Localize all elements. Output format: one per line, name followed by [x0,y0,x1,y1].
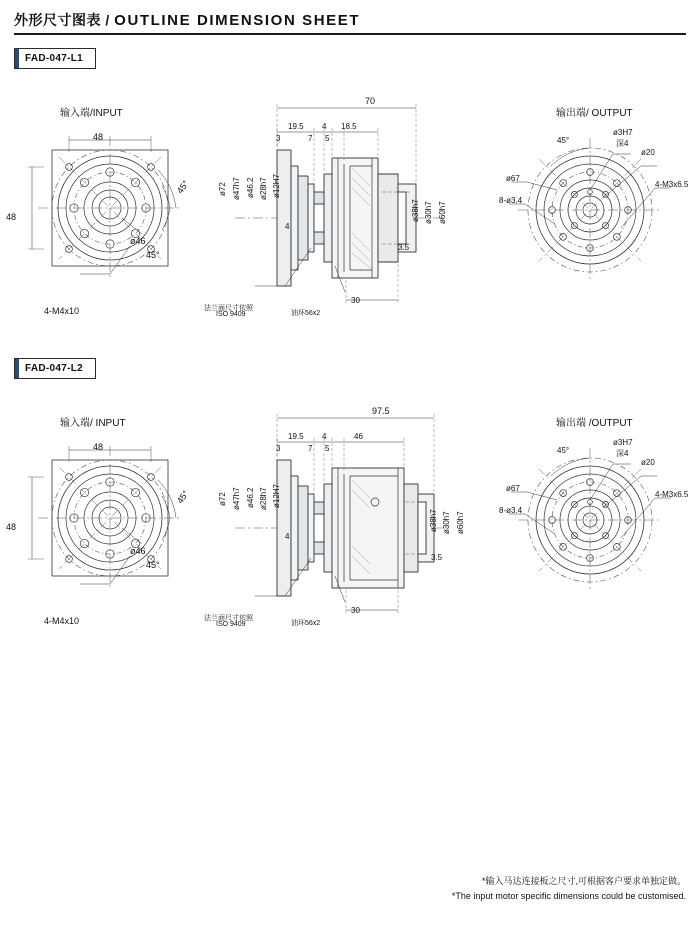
title-divider [14,33,686,35]
output-dim-d6-l1: 8-ø3.4 [499,196,523,205]
side-note-seal-l1: 油环56x2 [291,310,321,317]
side-note-iso-l2: ISO 9409 [216,621,246,628]
output-dim-d4-l1: 4-M3x6.5 [655,180,689,189]
side-dim-bottom-l2: 30 [351,606,360,615]
side-dim-v2-l2: ø47h7 [232,487,241,510]
output-dim-d6-l2: 8-ø3.4 [499,506,523,515]
output-dim-d5-l1: ø67 [506,174,520,183]
side-dim-v2-l1: ø47h7 [232,177,241,200]
output-dim-angle-l2: 45° [557,446,570,455]
output-dim-d1-l2: ø3H7 [613,438,633,447]
input-dim-pcd-l1: 48 [93,132,104,142]
output-drawing-l2 [495,430,685,620]
output-dim-d4-l2: 4-M3x6.5 [655,490,689,499]
side-dim-v1-l1: ø72 [218,182,227,196]
side-dim-v8-l2: ø30h7 [442,511,451,534]
side-dim-v4-l1: ø28h7 [259,177,268,200]
side-dim-v9-l1: ø60h7 [438,201,447,224]
output-dim-d3-l2: ø20 [641,458,655,467]
side-dim-overall-l2: 97.5 [372,406,390,416]
input-dim-bore-l2: ø46 [130,546,146,556]
side-dim-v7-l2: ø38h7 [429,509,438,532]
output-drawing-l1 [495,120,685,310]
side-dim-v5-l1: ø12H7 [272,173,281,198]
side-dim-d4-l2: 4 [322,432,327,441]
side-dim-v6-l1: 4 [285,222,290,231]
page-title [14,10,360,30]
input-dim-left-l1: 48 [6,212,17,222]
side-dim-v8-l1: ø30h7 [424,201,433,224]
input-dim-bolt-l2: 4-M4x10 [44,616,80,626]
output-dim-d2-l2: 深4 [616,449,629,458]
output-dim-angle-l1: 45° [557,136,570,145]
input-dim-angle-b-l1: 45° [146,250,160,260]
side-dim-d6-l1: 18.5 [341,122,357,131]
input-dim-angle-b-l2: 45° [146,560,160,570]
side-dim-overall-l1: 70 [365,96,376,106]
side-dim-d3-l1: 7 [308,134,313,143]
side-dim-d2-l2: 3 [276,444,281,453]
model-tag-l1: FAD-047-L1 [14,48,96,69]
input-dim-left-l2: 48 [6,522,17,532]
footnotes [452,874,686,903]
input-label-l1: 输入端/INPUT [60,108,123,119]
page-title-en: OUTLINE DIMENSION SHEET [114,12,361,29]
side-dim-v4-l2: ø28h7 [259,487,268,510]
side-dim-d4-l1: 4 [322,122,327,131]
side-dim-d6-l2: 46 [354,432,363,441]
side-dim-d5-l1: 5 [325,134,330,143]
input-dim-angle-a-l1: 45° [174,178,191,196]
side-dim-v10-l2: 3.5 [431,553,443,562]
side-dim-d1-l2: 19.5 [288,432,304,441]
side-note-cn-l2: 法兰面尺寸依照 [204,615,253,622]
side-dim-d1-l1: 19.5 [288,122,304,131]
input-label-l2: 输入端/ INPUT [60,418,126,429]
output-dim-d5-l2: ø67 [506,484,520,493]
input-dim-angle-a-l2: 45° [174,488,191,506]
side-dim-v7-l1: ø38h7 [411,199,420,222]
side-dim-v6-l2: 4 [285,532,290,541]
side-dim-d2-l1: 3 [276,134,281,143]
input-drawing-l2 [10,428,210,628]
side-note-iso-l1: ISO 9409 [216,311,246,318]
side-dim-v1-l2: ø72 [218,492,227,506]
page-title-cn: 外形尺寸图表 / [14,12,115,28]
input-dim-bolt-l1: 4-M4x10 [44,306,80,316]
side-dim-d5-l2: 5 [325,444,330,453]
side-dim-v9-l2: ø60h7 [456,511,465,534]
output-dim-d2-l1: 深4 [616,139,629,148]
output-label-l2: 输出端 /OUTPUT [556,418,633,429]
output-dim-d3-l1: ø20 [641,148,655,157]
output-dim-d1-l1: ø3H7 [613,128,633,137]
side-dim-bottom-l1: 30 [351,296,360,305]
footnote-cn: *输入马达连接板之尺寸,可根据客户要求单独定做。 [481,876,686,887]
side-dim-v5-l2: ø12H7 [272,483,281,508]
input-drawing-l1 [10,118,210,318]
side-dim-v10-l1: 3.5 [398,243,410,252]
side-dim-v3-l2: ø46.2 [246,487,255,508]
input-dim-pcd-l2: 48 [93,442,104,452]
side-dim-v3-l1: ø46.2 [246,177,255,198]
output-label-l1: 输出端/ OUTPUT [556,108,633,119]
model-tag-l2: FAD-047-L2 [14,358,96,379]
footnote-en: *The input motor specific dimensions could be customised. [451,890,686,901]
side-dim-d3-l2: 7 [308,444,313,453]
side-drawing-l2 [215,398,465,638]
input-dim-bore-l1: ø46 [130,236,146,246]
side-note-seal-l2: 油环56x2 [291,620,321,627]
side-note-cn-l1: 法兰面尺寸依照 [204,305,253,312]
